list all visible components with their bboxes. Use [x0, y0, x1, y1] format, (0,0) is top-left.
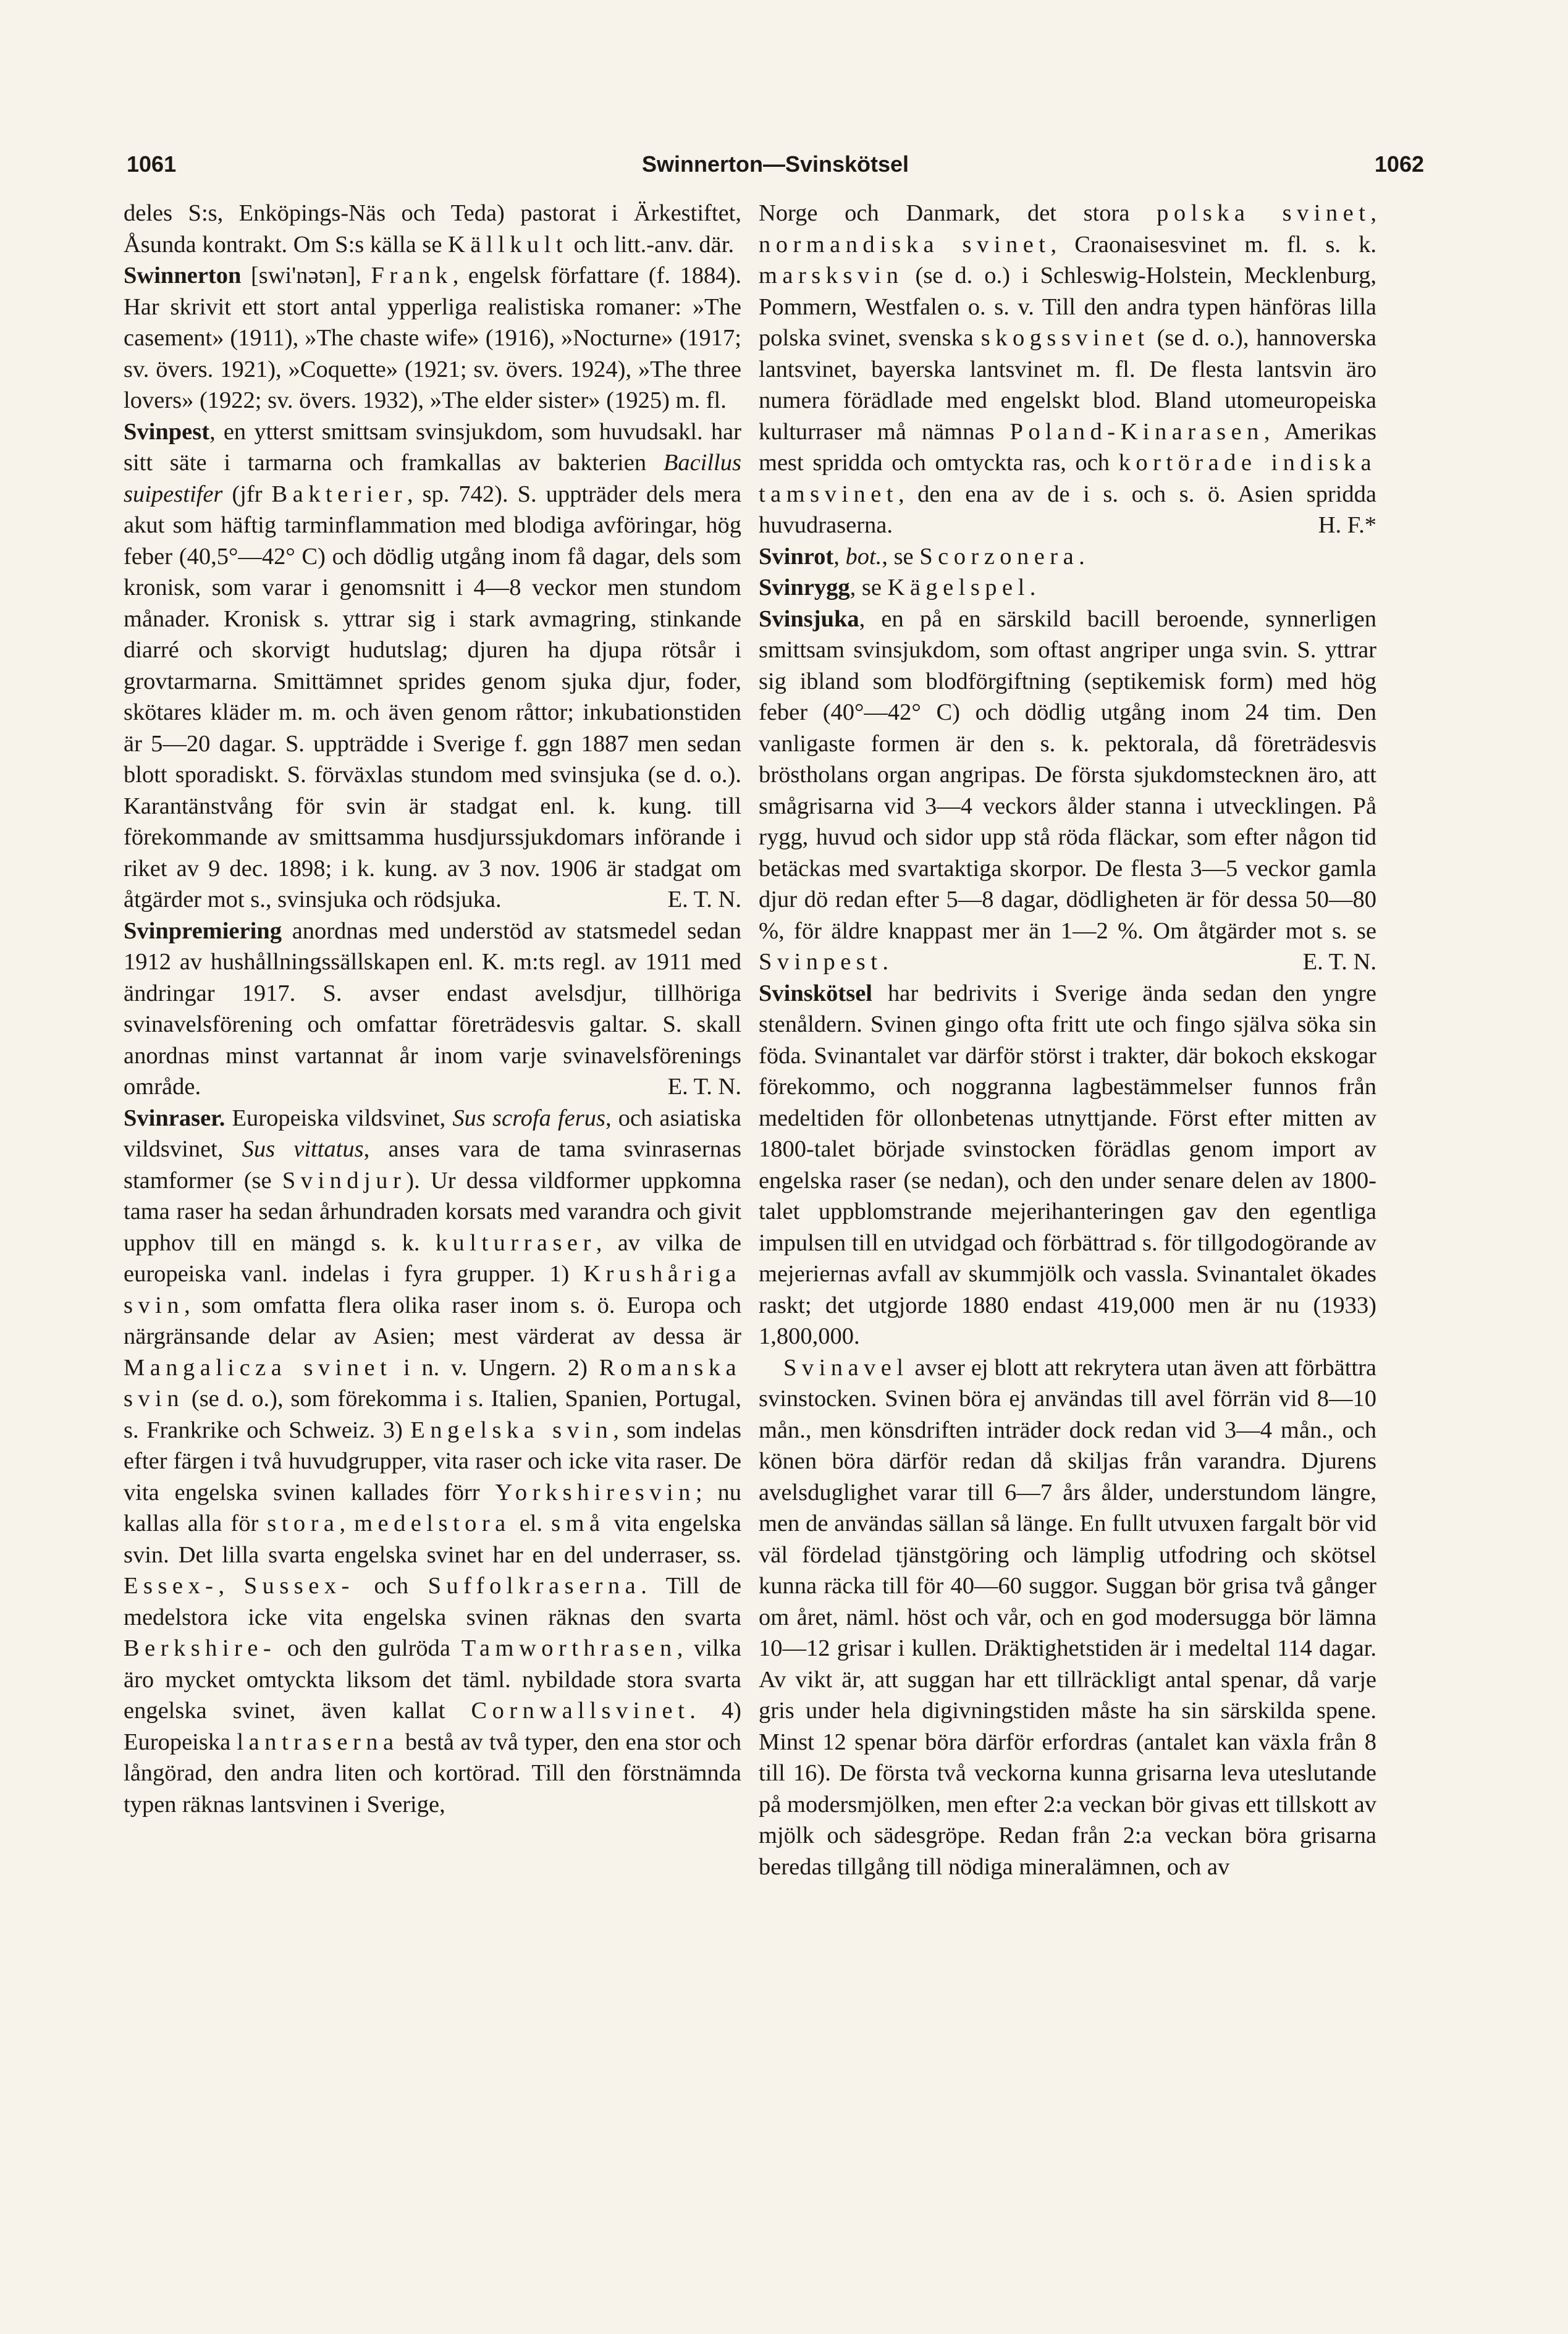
spaced-term: Bakterier [271, 481, 407, 507]
spaced-term: medelstora [354, 1510, 511, 1536]
paragraph [759, 978, 1376, 1352]
running-title: Swinnerton—Svinskötsel [641, 151, 909, 177]
text-run: . [882, 949, 889, 975]
text-run: , [1370, 200, 1376, 226]
spaced-term: Essex- [124, 1573, 219, 1599]
spaced-term: marsksvin [759, 263, 904, 289]
text-run: , Amerikas mest spridda och omtyckta ras, och [759, 418, 1377, 476]
text-run: , som indelas efter färgen i två huvudgrupper, vita raser och icke vita raser. De vita engelska svinen kallades förr [124, 1417, 742, 1506]
text-run: anordnas med understöd av statsmedel sedan 1912 av hushållningssällskapen enl. K. m:ts regl. av 1911 med ändringar 1917. S. avser endast avelsdjur, tillhöriga svinavelsförening och omfattar företrädesvis galtar. S. skall anordnas minst vartannat år inom varje svinavelsförenings område. [124, 917, 741, 1100]
text-run: (se d. o.) i Schleswig-Holstein, Mecklenburg, Pommern, Westfalen o. s. v. Till den andra typen hänföras lilla polska svinet, svenska [759, 263, 1376, 351]
page-number-left: 1061 [127, 151, 177, 177]
spaced-term: små [551, 1510, 605, 1536]
italic-term: bot. [845, 543, 882, 570]
spaced-term: Scorzonera [919, 543, 1079, 570]
text-run: . [1079, 543, 1085, 570]
text-run: , se [882, 543, 920, 570]
text-run: el. [510, 1510, 552, 1536]
spaced-term: Yorkshiresvin [495, 1479, 696, 1506]
text-run: , och asiatiska vildsvinet, [124, 1105, 741, 1162]
paragraph [759, 572, 1376, 604]
spaced-term: lantraserna [237, 1729, 399, 1755]
text-run: , som omfatta flera olika raser inom s. ö. Europa och närgränsande delar av Asien; mest värderat av dessa är [124, 1292, 741, 1349]
text-run: Norge och Danmark, det stora [759, 200, 1157, 226]
spaced-term: normandiska svinet [759, 231, 1051, 258]
right-column [759, 198, 1376, 1882]
spaced-term: Källkult [448, 231, 568, 258]
text-run: , Craonaisesvinet m. fl. s. k. [1050, 231, 1377, 258]
text-run: , [833, 543, 846, 570]
author-signature: E. T. N. [1302, 949, 1376, 975]
text-run: (se d. o.), som förekomma i s. Italien, Spanien, Portugal, s. Frankrike och Schweiz. 3) [124, 1386, 741, 1443]
spaced-term: Sussex- [243, 1573, 355, 1599]
spaced-term: Romanska svin [124, 1354, 741, 1412]
spaced-term: Engelska svin [410, 1417, 613, 1443]
spaced-term: Svinpest [759, 949, 883, 975]
text-run: ). Ur dessa vildformer uppkomna tama raser ha sedan århundraden korsats med varandra och givit upphov till en mängd s. k. [124, 1167, 741, 1256]
text-run: , se [849, 575, 888, 600]
author-signature: H. F.* [1318, 512, 1376, 538]
spaced-term: Suffolkraserna [428, 1573, 641, 1599]
running-header [127, 151, 1424, 188]
text-run: bestå av två typer, den ena stor och långörad, den andra liten och kortörad. Till den förstnämnda typen räknas lantsvinen i Sverige, [124, 1729, 741, 1818]
paragraph [124, 916, 741, 1103]
headword: Swinnerton [124, 263, 242, 289]
paragraph [759, 604, 1376, 978]
text-run: ; nu kallas alla för [124, 1479, 742, 1536]
text-run: vita engelska svin. Det lilla svarta engelska svinet har en del underraser, ss. [124, 1510, 741, 1568]
text-run: och den gulröda [276, 1635, 462, 1661]
headword: Svinpremiering [124, 917, 282, 944]
text-run: och [354, 1573, 428, 1599]
spaced-term: Berkshire- [124, 1635, 277, 1661]
paragraph [759, 1352, 1376, 1883]
author-signature: E. T. N. [667, 887, 741, 912]
text-run: , den ena av de i s. och s. ö. Asien spridda huvudraserna. [759, 481, 1376, 538]
text-run: . [1029, 575, 1036, 600]
spaced-term: Svinavel [783, 1354, 909, 1381]
spaced-term: skogssvinet [980, 325, 1150, 351]
paragraph [759, 541, 1376, 573]
paragraph [124, 416, 741, 916]
headword: Svinsjuka [759, 605, 859, 632]
text-run: , en ytterst smittsam svinsjukdom, som huvudsakl. har sitt säte i tarmarna och framkallas av bakterien [124, 418, 741, 476]
headword: Svinrot [759, 543, 834, 570]
spaced-term: kulturraser [435, 1229, 596, 1256]
left-column [124, 198, 741, 1820]
spaced-term: Cornwallsvinet [471, 1698, 690, 1724]
headword: Svinraser. [124, 1105, 226, 1131]
text-run: [swi'nətən], [241, 263, 371, 289]
spaced-term: stora [267, 1510, 340, 1536]
text-run: deles S:s, Enköpings-Näs och Teda) pastorat i Ärkestiftet, Åsunda kontrakt. Om S:s källa se [124, 200, 741, 258]
spaced-term: Kägelspel [887, 575, 1030, 600]
spaced-term: Tamworthrasen [461, 1635, 677, 1661]
text-run: (se d. o.), hannoverska lantsvinet, bayerska lantsvinet m. fl. De flesta lantsvin äro numera förädlade med engelskt blod. Bland utomeuropeiska kulturraser må nämnas [759, 325, 1377, 445]
spaced-term: Krushåriga svin [124, 1261, 741, 1318]
text-run: Europeiska vildsvinet, [225, 1105, 453, 1131]
spaced-term: Poland-Kinarasen [1010, 418, 1264, 445]
author-signature: E. T. N. [667, 1074, 741, 1100]
spaced-term: Frank [371, 263, 453, 289]
italic-term: Bacillus suipestifer [124, 450, 741, 507]
spaced-term: Mangalicza svinet [124, 1354, 392, 1381]
text-run: , sp. 742). S. uppträder dels mera akut som häftig tarminflammation med blodiga avföringar, hög feber (40,5°—42° C) och dödlig utgång inom få dagar, dels som kronisk, som varar i genomsnitt i 4—8 veckor men stundom månader. Kronisk s. yttrar sig i stark avmagring, stinkande diarré och skorvigt hudutslag; djuren ha djupa rötsår i grovtarmarna. Smittämnet sprides genom sjuka djur, foder, skötares kläder m. m. och även genom råttor; inkubationstiden är 5—20 dagar. S. uppträdde i Sverige f. ggn 1887 men sedan blott sporadiskt. S. förväxlas stundom med svinsjuka (se d. o.). Karantänstvång för svin är stadgat enl. k. kung. till förekommande av smittsamma husdjurssjukdomars införande i riket av 9 dec. 1898; i k. kung. av 3 nov. 1906 är stadgat om åtgärder mot s., svinsjuka och rödsjuka. [124, 481, 741, 912]
text-run: , vilka äro mycket omtyckta liksom det täml. nybildade stora svarta engelska svinet, även kallat [124, 1635, 741, 1724]
text-run: , [339, 1510, 355, 1536]
paragraph [759, 198, 1376, 541]
spaced-term: polska svinet [1157, 200, 1371, 226]
text-run: och litt.-anv. där. [568, 231, 735, 258]
italic-term: Sus vittatus [242, 1136, 364, 1162]
text-run: , anses vara de tama svinrasernas stamformer (se [124, 1136, 742, 1194]
headword: Svinpest [124, 418, 210, 445]
paragraph [124, 198, 741, 260]
text-run: , [218, 1573, 244, 1599]
page-number-right: 1062 [1374, 151, 1424, 177]
text-run: i n. v. Ungern. 2) [392, 1354, 599, 1381]
headword: Svinrygg [759, 575, 850, 600]
text-run: har bedrivits i Sverige ända sedan den yngre stenåldern. Svinen gingo ofta fritt ute och fingo själva söka sin föda. Svinantalet var därför störst i trakter, där bokoch ekskogar förekommo, och noggranna lagbestämmelser funnos från medeltiden för ollonbetenas utnyttjande. Först efter mitten av 1800-talet började svinstocken förädlas genom import av engelska raser (se nedan), och den under senare delen av 1800-talet uppblomstrande mejerihanteringen gav den egentliga impulsen till en utvidgad och förbättrad s. för tillgodogörande av mejeriernas avfall av skummjölk och vassla. Svinantalet ökades raskt; det utgjorde 1880 endast 419,000 men är nu (1933) 1,800,000. [759, 980, 1376, 1349]
spaced-term: kortörade indiska tamsvinet [759, 450, 1376, 507]
text-run: . Till de medelstora icke vita engelska svinen räknas den svarta [124, 1573, 741, 1630]
headword: Svinskötsel [759, 980, 873, 1006]
paragraph [124, 260, 741, 416]
text-run: , av vilka de europeiska vanl. indelas i fyra grupper. 1) [124, 1229, 741, 1287]
spaced-term: Svindjur [282, 1167, 407, 1194]
paragraph [124, 1103, 741, 1821]
text-run: , en på en särskild bacill beroende, synnerligen smittsam svinsjukdom, som oftast angriper unga svin. S. yttrar sig ibland som blodförgiftning (septikemisk form) med hög feber (40°—42° C) och dödlig utgång inom 24 tim. Den vanligaste formen är den s. k. pektorala, då företrädesvis bröstholans organ angripas. De första sjukdomstecknen äro, att smågrisarna vid 3—4 veckors ålder stanna i utvecklingen. På rygg, huvud och sidor upp stå röda fläckar, som efter någon tid betäckas med svartaktiga skorpor. De flesta 3—5 veckor gamla djur dö redan efter 5—8 dagar, dödligheten är för dessa 50—80 %, för äldre knappast mer än 1—2 %. Om åtgärder mot s. se [759, 605, 1376, 944]
text-run: . 4) Europeiska [124, 1698, 741, 1755]
italic-term: Sus scrofa ferus [452, 1105, 605, 1131]
text-run: , engelsk författare (f. 1884). Har skrivit ett stort antal ypperliga realistiska romaner: »The casement» (1911), »The chaste wife» (1916), »Nocturne» (1917; sv. övers. 1921), »Coquette» (1921; sv. övers. 1924), »The three lovers» (1922; sv. övers. 1932), »The elder sister» (1925) m. fl. [124, 263, 741, 413]
text-run: (jfr [222, 481, 272, 507]
text-run: avser ej blott att rekrytera utan även att förbättra svinstocken. Svinen böra ej användas till avel förrän vid 8—10 mån., men könsdriften inträder dock redan vid 3—4 mån., och könen böra därför redan då skiljas från varandra. Djurens avelsduglighet varar till 6—7 års ålder, understundom längre, men de användas sällan så länge. En fullt utvuxen fargalt bör vid väl fördelad tjänstgöring och lämplig utfodring och skötsel kunna räcka till för 40—60 suggor. Suggan bör grisa två gånger om året, näml. höst och vår, och en god modersugga bör lämna 10—12 grisar i kullen. Dräktighetstiden är i medeltal 114 dagar. Av vikt är, att suggan har ett tillräckligt antal spenar, då varje gris under hela digivningstiden måste ha sin särskilda spene. Minst 12 spenar böra därför erfordras (antalet kan växla från 8 till 16). De första två veckorna kunna grisarna leva uteslutande på modersmjölken, men efter 2:a veckan bör givas ett tillskott av mjölk och sädesgröpe. Redan från 2:a veckan böra grisarna beredas tillgång till nödiga mineralämnen, och av [759, 1354, 1376, 1880]
